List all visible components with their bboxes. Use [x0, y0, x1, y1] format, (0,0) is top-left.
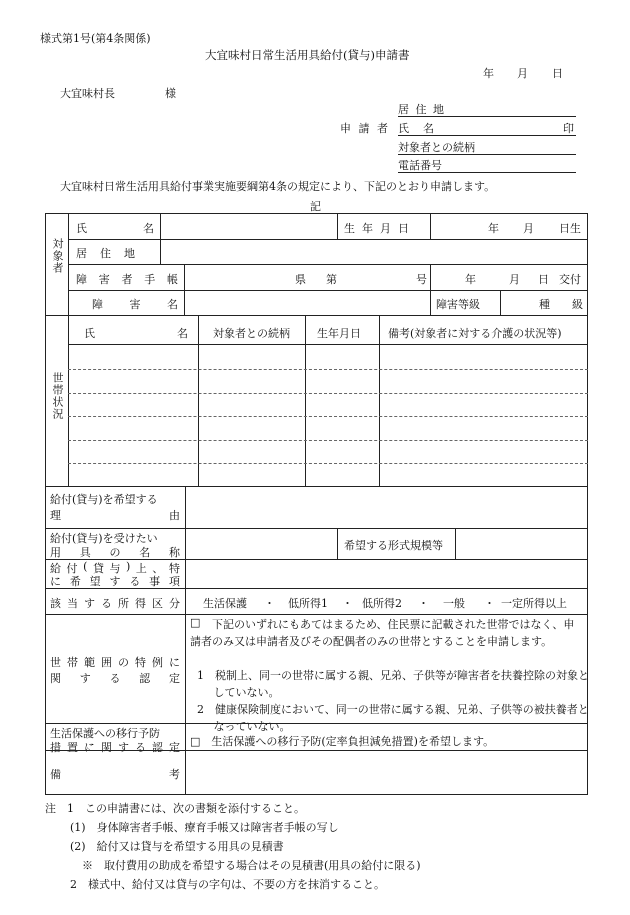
household-header-birth: 生年月日 [317, 327, 361, 340]
divider [45, 528, 588, 529]
grade-label: 障害等級 [436, 298, 480, 311]
divider [198, 315, 199, 486]
income-opt-welfare: 生活保護 [203, 597, 247, 610]
divider [185, 750, 186, 795]
divider [430, 213, 431, 239]
subject-section-label: 対象者 [51, 238, 64, 274]
date-day: 日 [552, 67, 563, 80]
special-label-line2: 関 す る 認 定 [50, 672, 180, 685]
item-label-line1: 給付(貸与)を受けたい [50, 532, 158, 545]
divider [184, 290, 185, 315]
note-1-3: ※ 取付費用の助成を希望する場合はその見積書(用具の給付に限る) [82, 859, 421, 872]
applicant-relation-label: 対象者との続柄 [398, 141, 475, 154]
subject-birth-label: 生年月日 [344, 222, 416, 235]
special-item-2: 2 健康保険制度において、同一の世帯に属する親、兄弟、子供等の被扶養者となっていない。 [197, 703, 589, 733]
issue-year: 年 [465, 273, 476, 286]
divider [45, 486, 588, 487]
special-text: 下記のいずれにもあてはまるため、住民票に記載された世帯ではなく、申請者のみ又は申請者及びその配偶者のみの世帯とすることを申請します。 [190, 618, 575, 648]
form-number: 様式第1号(第4条関係) [40, 32, 151, 45]
applicant-relation-line [398, 154, 576, 155]
disability-label: 障 害 名 [92, 298, 178, 311]
applicant-phone-label: 電話番号 [398, 159, 442, 172]
subject-name-label: 氏 名 [76, 222, 154, 235]
divider [500, 290, 501, 315]
divider [68, 290, 588, 291]
divider [68, 315, 69, 486]
divider [185, 486, 186, 614]
ki-label: 記 [310, 200, 321, 213]
intro-text: 大宜味村日常生活用具給付事業実施要綱第4条の規定により、下記のとおり申請します。 [60, 180, 496, 193]
income-sep-3: ・ [418, 597, 429, 610]
handbook-label: 障 害 者 手 帳 [76, 273, 178, 286]
handbook-pref: 県 [295, 273, 306, 286]
household-row-line [68, 463, 588, 464]
household-header-name: 氏 名 [84, 327, 188, 340]
household-row-line [68, 416, 588, 417]
seal-label: 印 [563, 122, 574, 135]
divider [337, 528, 338, 559]
birth-year: 年 [488, 222, 499, 235]
reason-label-line2: 理 由 [50, 509, 180, 522]
divider [184, 264, 185, 290]
household-header-remarks: 備考(対象者に対する介護の状況等) [388, 327, 562, 340]
applicant-phone-line [398, 172, 576, 173]
income-sep-1: ・ [264, 597, 275, 610]
divider [68, 344, 588, 345]
welfare-text: □ 生活保護への移行予防(定率負担減免措置)を希望します。 [190, 735, 495, 748]
reason-label-line1: 給付(貸与)を希望する [50, 493, 158, 506]
issue-day: 日 [538, 273, 549, 286]
divider [430, 264, 431, 290]
addressee-name: 大宜味村長 [60, 87, 115, 100]
note-2: 2 様式中、給付又は貸与の字句は、不要の方を抹消すること。 [70, 878, 385, 891]
date-month: 月 [517, 67, 528, 80]
household-section-label: 世帯状況 [51, 372, 64, 420]
income-opt-low1: 低所得1 [288, 597, 328, 610]
divider [379, 315, 380, 486]
divider [45, 750, 588, 751]
remarks-label: 備 考 [50, 768, 180, 781]
desired-model-label: 希望する形式規模等 [344, 539, 443, 552]
special-label-line1: 世 帯 範 囲 の 特 例 に [50, 656, 180, 669]
divider [185, 614, 186, 750]
handbook-no-suffix: 号 [416, 273, 427, 286]
divider [305, 315, 306, 486]
issue-month: 月 [509, 273, 520, 286]
date-year: 年 [483, 67, 494, 80]
wish-label-line1: 給 付 ( 貸 与 ) 上 、 特 [50, 560, 180, 575]
divider [68, 264, 588, 265]
applicant-name-line [398, 135, 576, 136]
household-header-relation: 対象者との続柄 [213, 327, 290, 340]
divider [45, 723, 588, 724]
note-1-2: (2) 給付又は貸与を希望する用具の見積書 [70, 840, 284, 853]
household-row-line [68, 393, 588, 394]
divider [68, 239, 588, 240]
applicant-label: 申 請 者 [340, 122, 388, 135]
divider [337, 213, 338, 239]
divider [45, 614, 588, 615]
wish-label-line2: に 希 望 す る 事 項 [50, 575, 180, 588]
income-sep-2: ・ [342, 597, 353, 610]
note-1: 注 1 この申請書には、次の書類を添付すること。 [45, 802, 305, 815]
household-row-line [68, 440, 588, 441]
grade-type: 種 [539, 298, 550, 311]
household-row-line [68, 369, 588, 370]
applicant-address-line [398, 116, 576, 117]
birth-day: 日生 [559, 222, 581, 235]
issue-label: 交付 [559, 273, 581, 286]
income-opt-general: 一般 [443, 597, 465, 610]
special-item-1: 1 税制上、同一の世帯に属する親、兄弟、子供等が障害者を扶養控除の対象としていない。 [197, 669, 589, 699]
income-label: 該 当 す る 所 得 区 分 [50, 597, 180, 610]
income-opt-fixed: 一定所得以上 [501, 597, 567, 610]
subject-address-label: 居住地 [76, 247, 148, 260]
divider [160, 239, 161, 264]
birth-month: 月 [523, 222, 534, 235]
divider [45, 588, 588, 589]
special-checkbox[interactable]: □ [190, 616, 201, 629]
applicant-name-label: 氏名 [398, 122, 448, 135]
divider [160, 213, 161, 239]
note-1-1: (1) 身体障害者手帳、療育手帳又は障害者手帳の写し [70, 821, 339, 834]
income-sep-4: ・ [484, 597, 495, 610]
welfare-label-line1: 生活保護への移行予防 [50, 727, 160, 740]
handbook-no-prefix: 第 [326, 273, 337, 286]
welfare-label-line2: 措 置 に 関 す る 認 定 [50, 741, 180, 754]
divider [45, 315, 588, 316]
applicant-address-label: 居 住 地 [398, 103, 444, 116]
form-title: 大宜味村日常生活用具給付(貸与)申請書 [205, 48, 410, 62]
grade-level: 級 [572, 298, 583, 311]
divider [430, 290, 431, 315]
income-opt-low2: 低所得2 [362, 597, 402, 610]
item-label-line2: 用 具 の 名 称 [50, 546, 180, 559]
divider [455, 528, 456, 559]
addressee-honorific: 様 [165, 87, 176, 100]
